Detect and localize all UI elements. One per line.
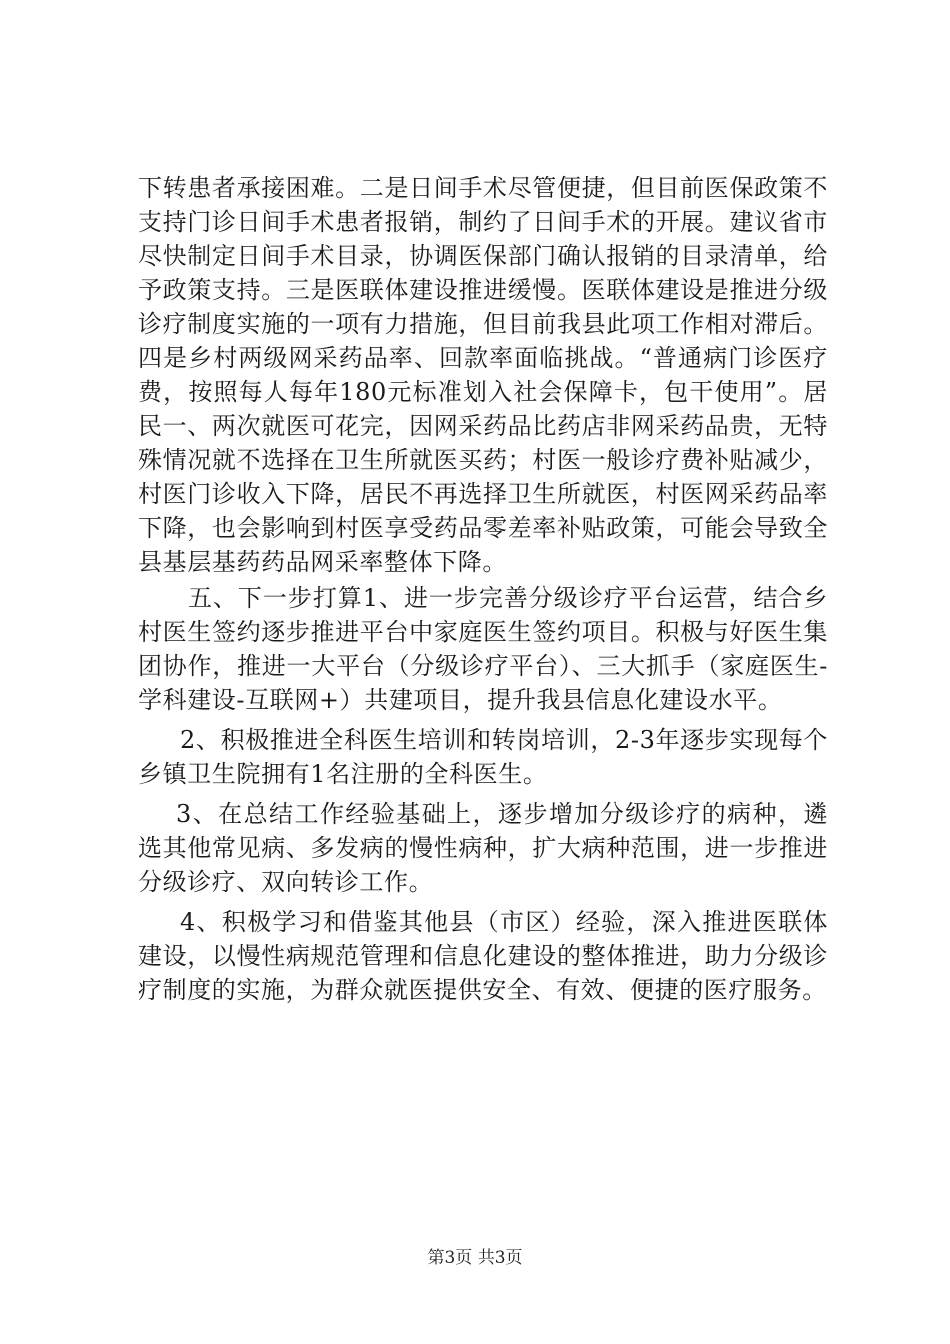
paragraph-next-steps: 五、下一步打算1、进一步完善分级诊疗平台运营，结合乡村医生签约逐步推进平台中家庭医生签约项目。积极与好医生集团协作，推进一大平台（分级诊疗平台）、三大抓手（家庭医生-学科建设-互联网+）共建项目，提升我县信息化建设水平。 bbox=[138, 584, 828, 714]
paragraph-step-4: 4、积极学习和借鉴其他县（市区）经验，深入推进医联体建设，以慢性病规范管理和信息化建设的整体推进，助力分级诊疗制度的实施，为群众就医提供安全、有效、便捷的医疗服务。 bbox=[138, 908, 828, 1004]
paragraph-step-2: 2、积极推进全科医生培训和转岗培训，2-3年逐步实现每个乡镇卫生院拥有1名注册的全科医生。 bbox=[138, 726, 828, 788]
page-number-footer: 第3页 共3页 bbox=[427, 1248, 523, 1268]
document-body bbox=[138, 171, 828, 1007]
paragraph-issues-continued: 下转患者承接困难。二是日间手术尽管便捷，但目前医保政策不支持门诊日间手术患者报销，制约了日间手术的开展。建议省市尽快制定日间手术目录，协调医保部门确认报销的目录清单，给予政策支持。三是医联体建设推进缓慢。医联体建设是推进分级诊疗制度实施的一项有力措施，但目前我县此项工作相对滞后。四是乡村两级网采药品率、回款率面临挑战。“普通病门诊医疗费，按照每人每年180元标准划入社会保障卡，包干使用”。居民一、两次就医可花完，因网采药品比药店非网采药品贵，无特殊情况就不选择在卫生所就医买药；村医一般诊疗费补贴减少，村医门诊收入下降，居民不再选择卫生所就医，村医网采药品率下降，也会影响到村医享受药品零差率补贴政策，可能会导致全县基层基药药品网采率整体下降。 bbox=[138, 174, 828, 576]
paragraph-step-3: 3、在总结工作经验基础上，逐步增加分级诊疗的病种，遴选其他常见病、多发病的慢性病种，扩大病种范围，进一步推进分级诊疗、双向转诊工作。 bbox=[138, 800, 828, 896]
